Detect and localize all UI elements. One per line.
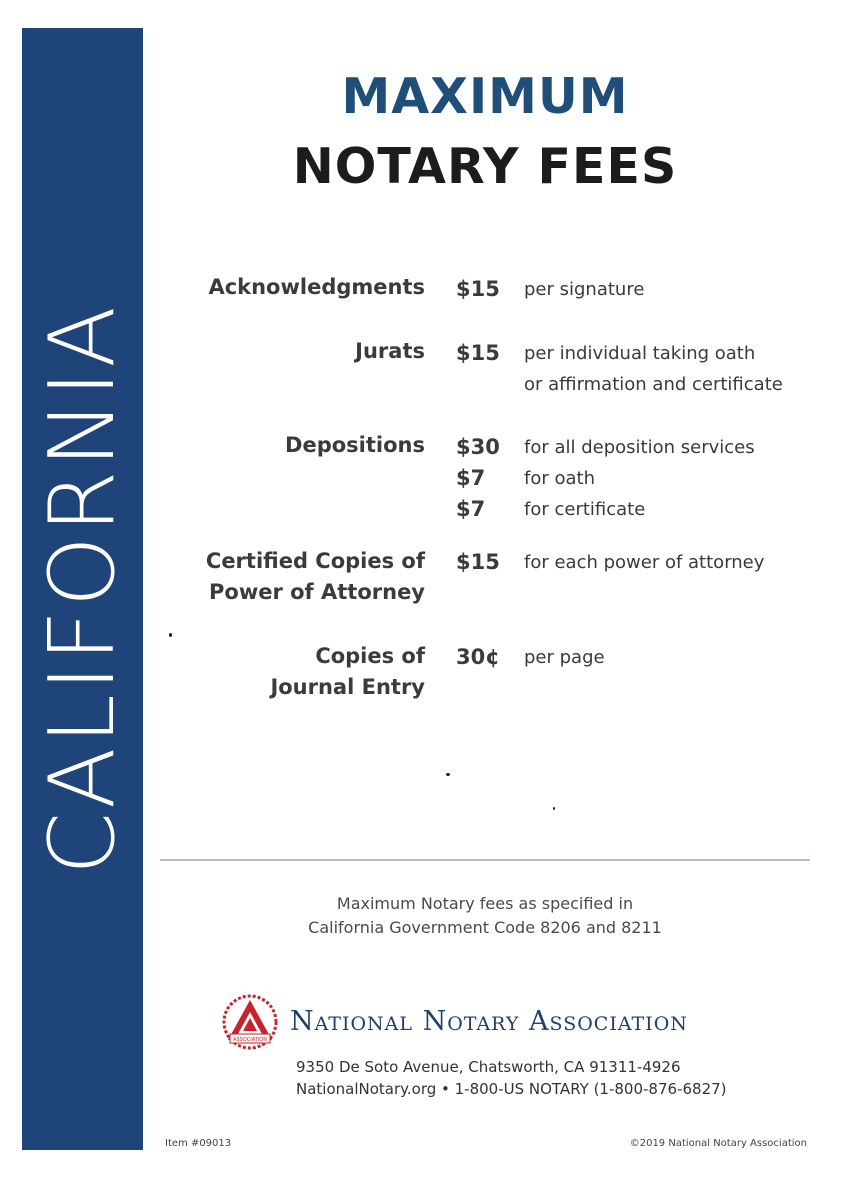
fee-label xyxy=(135,430,425,461)
copyright-notice: ©2019 National Notary Association xyxy=(629,1138,807,1149)
fee-amount: $15 xyxy=(456,550,500,574)
state-sidebar xyxy=(22,28,143,1150)
fee-label xyxy=(135,272,425,303)
item-number: Item #09013 xyxy=(165,1138,232,1149)
footnote-line: California Government Code 8206 and 8211 xyxy=(308,918,662,937)
fee-amount: $7 xyxy=(456,497,486,521)
nna-seal-icon xyxy=(222,994,278,1050)
fee-label-line: Certified Copies of xyxy=(205,549,425,573)
fee-label-line: Journal Entry xyxy=(270,675,425,699)
fee-description: per individual taking oath xyxy=(524,343,756,364)
legal-footnote xyxy=(230,892,740,940)
print-speck xyxy=(553,807,555,810)
fee-label xyxy=(135,336,425,367)
fee-amount: $30 xyxy=(456,435,500,459)
fee-label-line: Jurats xyxy=(355,339,425,363)
fee-amount: $15 xyxy=(456,277,500,301)
title-maximum: MAXIMUM xyxy=(341,68,629,125)
fee-description: per page xyxy=(524,647,605,668)
fee-description: for certificate xyxy=(524,499,646,520)
fee-amount: $7 xyxy=(456,466,486,490)
fee-label-line: Copies of xyxy=(315,644,425,668)
fee-label-line: Depositions xyxy=(285,433,425,457)
title-notary-fees: NOTARY FEES xyxy=(292,138,678,195)
contact-line: NationalNotary.org • 1-800-US NOTARY (1-800-876-6827) xyxy=(296,1080,727,1098)
svg-text:ASSOCIATION: ASSOCIATION xyxy=(233,1037,267,1043)
fee-amount: 30¢ xyxy=(456,645,500,669)
fee-description: for oath xyxy=(524,468,595,489)
fee-description: or affirmation and certificate xyxy=(524,374,783,395)
fee-amount: $15 xyxy=(456,341,500,365)
state-name: CALIFORNIA xyxy=(29,303,135,875)
fee-label-line: Acknowledgments xyxy=(208,275,425,299)
print-speck xyxy=(169,633,172,637)
fee-description: for each power of attorney xyxy=(524,552,765,573)
fee-label xyxy=(135,546,425,608)
organization-address xyxy=(296,1056,727,1100)
organization-name: National Notary Association xyxy=(290,1006,688,1037)
fee-label-line: Power of Attorney xyxy=(209,580,425,604)
fee-label xyxy=(135,641,425,703)
address-line: 9350 De Soto Avenue, Chatsworth, CA 91311-4926 xyxy=(296,1058,681,1076)
footnote-line: Maximum Notary fees as specified in xyxy=(336,894,634,913)
print-speck xyxy=(446,773,450,776)
divider xyxy=(160,859,810,861)
fee-description: for all deposition services xyxy=(524,437,755,458)
fee-description: per signature xyxy=(524,279,645,300)
